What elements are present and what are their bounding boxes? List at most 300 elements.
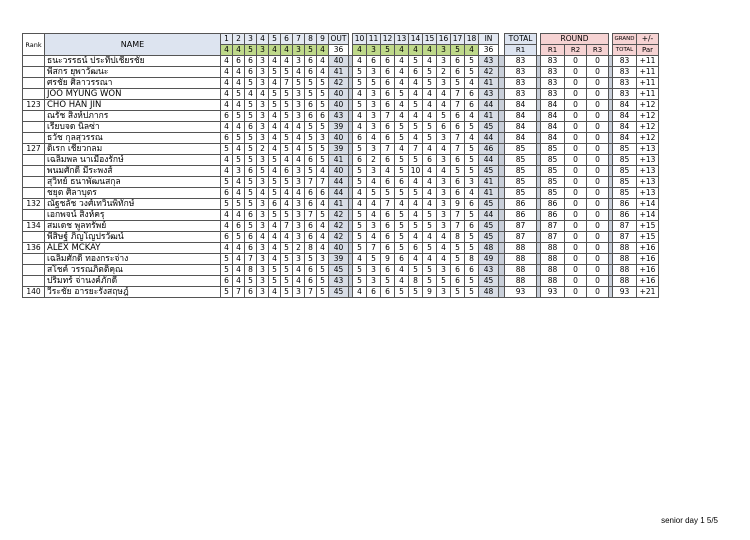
hole-score: 4 (269, 56, 281, 67)
hole-score: 5 (395, 122, 409, 133)
hole-score: 6 (269, 199, 281, 210)
hole-header: 8 (305, 34, 317, 45)
rank-cell: 132 (23, 199, 45, 210)
to-par: +13 (637, 155, 659, 166)
to-par: +14 (637, 199, 659, 210)
hole-score: 5 (269, 210, 281, 221)
hole-score: 5 (395, 287, 409, 298)
out-total: 40 (329, 56, 349, 67)
leaderboard-table (22, 33, 659, 298)
hole-score: 4 (221, 166, 233, 177)
hole-score: 5 (409, 155, 423, 166)
out-total: 40 (329, 133, 349, 144)
table-row (23, 276, 659, 287)
hole-header: 12 (381, 34, 395, 45)
hole-score: 4 (269, 232, 281, 243)
par-out-total: 36 (329, 45, 349, 56)
to-par: +12 (637, 122, 659, 133)
player-name: สมเดช พูลทรัพย์ (45, 221, 221, 232)
hole-score: 6 (381, 155, 395, 166)
hole-score: 6 (281, 166, 293, 177)
table-row (23, 133, 659, 144)
rank-cell: 140 (23, 287, 45, 298)
hole-score: 4 (293, 133, 305, 144)
hole-score: 5 (245, 199, 257, 210)
hole-score: 3 (437, 133, 451, 144)
hole-score: 3 (257, 254, 269, 265)
hole-score: 6 (305, 221, 317, 232)
hole-score: 5 (233, 199, 245, 210)
player-name: พีสิษฐ์ ภิญโญปรวัฒน์ (45, 232, 221, 243)
out-total: 40 (329, 100, 349, 111)
hole-score: 4 (353, 188, 367, 199)
hole-score: 6 (381, 56, 395, 67)
hole-score: 8 (451, 232, 465, 243)
hole-score: 5 (245, 144, 257, 155)
hole-score: 3 (367, 166, 381, 177)
hole-score: 4 (395, 199, 409, 210)
hole-score: 5 (353, 276, 367, 287)
hole-score: 5 (317, 89, 329, 100)
hole-score: 6 (353, 155, 367, 166)
hole-score: 5 (305, 78, 317, 89)
table-row (23, 89, 659, 100)
hole-score: 4 (233, 188, 245, 199)
player-name: พนมศักดิ์ มีระพงส์ (45, 166, 221, 177)
hole-header: 16 (437, 34, 451, 45)
hole-score: 5 (367, 78, 381, 89)
hole-score: 3 (367, 221, 381, 232)
hole-score: 4 (221, 122, 233, 133)
table-row (23, 210, 659, 221)
table-row (23, 100, 659, 111)
hole-score: 6 (465, 89, 479, 100)
grand-total: 88 (613, 276, 637, 287)
rank-cell: 123 (23, 100, 45, 111)
player-name: สุวิทย์ ธนาพัฒนสกุล (45, 177, 221, 188)
hole-score: 5 (381, 188, 395, 199)
hole-score: 4 (233, 144, 245, 155)
hole-score: 7 (367, 243, 381, 254)
hole-score: 3 (257, 265, 269, 276)
hole-score: 5 (353, 243, 367, 254)
hole-score: 6 (451, 111, 465, 122)
in-total: 44 (479, 133, 499, 144)
round-score: 0 (587, 67, 609, 78)
hole-score: 6 (245, 56, 257, 67)
hole-score: 5 (233, 155, 245, 166)
round-score: 0 (565, 56, 587, 67)
to-par: +13 (637, 177, 659, 188)
hole-score: 5 (465, 166, 479, 177)
hole-score: 5 (395, 210, 409, 221)
hole-score: 4 (409, 78, 423, 89)
in-total: 41 (479, 78, 499, 89)
in-total: 45 (479, 166, 499, 177)
hole-score: 4 (233, 265, 245, 276)
hole-score: 4 (367, 210, 381, 221)
total-score: 84 (505, 133, 537, 144)
rank-cell: 127 (23, 144, 45, 155)
hole-score: 5 (409, 287, 423, 298)
round-score: 86 (541, 210, 565, 221)
hole-score: 5 (269, 188, 281, 199)
round-score: 0 (587, 100, 609, 111)
total-score: 88 (505, 265, 537, 276)
hole-score: 5 (281, 210, 293, 221)
round-score: 0 (565, 232, 587, 243)
out-total: 43 (329, 111, 349, 122)
hole-header: 4 (257, 34, 269, 45)
total-score: 83 (505, 78, 537, 89)
hole-score: 5 (367, 188, 381, 199)
hole-score: 4 (317, 166, 329, 177)
out-total: 39 (329, 254, 349, 265)
par-value: 4 (395, 45, 409, 56)
rank-cell (23, 265, 45, 276)
grand-total: 86 (613, 199, 637, 210)
round-score: 0 (565, 287, 587, 298)
hole-score: 3 (437, 221, 451, 232)
hole-score: 4 (395, 100, 409, 111)
hole-score: 4 (221, 67, 233, 78)
hole-score: 5 (317, 122, 329, 133)
round-score: 0 (565, 265, 587, 276)
grand-total: 84 (613, 133, 637, 144)
grand-total: 84 (613, 100, 637, 111)
hole-score: 7 (305, 287, 317, 298)
hole-score: 5 (245, 133, 257, 144)
hole-score: 5 (245, 78, 257, 89)
hole-score: 7 (451, 221, 465, 232)
hole-score: 4 (269, 133, 281, 144)
to-par: +13 (637, 188, 659, 199)
hole-score: 5 (317, 210, 329, 221)
hole-score: 7 (233, 287, 245, 298)
hole-score: 5 (233, 89, 245, 100)
hole-score: 4 (353, 111, 367, 122)
hole-score: 6 (465, 221, 479, 232)
hole-score: 5 (221, 265, 233, 276)
hole-score: 5 (423, 243, 437, 254)
hole-score: 3 (317, 133, 329, 144)
to-par: +16 (637, 254, 659, 265)
hole-score: 6 (245, 232, 257, 243)
hole-score: 4 (423, 254, 437, 265)
hole-score: 4 (395, 56, 409, 67)
grand-total: 88 (613, 265, 637, 276)
par-value: 4 (409, 45, 423, 56)
hole-score: 8 (465, 254, 479, 265)
hole-score: 4 (293, 155, 305, 166)
rank-cell: 136 (23, 243, 45, 254)
hole-score: 4 (317, 56, 329, 67)
round-score: 84 (541, 122, 565, 133)
hole-score: 4 (317, 221, 329, 232)
hole-score: 5 (465, 210, 479, 221)
total-score: 83 (505, 89, 537, 100)
hole-score: 3 (437, 210, 451, 221)
player-name: เฉลิมศักดิ์ ทองกระจ่าง (45, 254, 221, 265)
hole-score: 4 (269, 111, 281, 122)
hole-score: 4 (293, 122, 305, 133)
out-total: 40 (329, 166, 349, 177)
hole-score: 7 (281, 78, 293, 89)
hole-score: 6 (437, 122, 451, 133)
rank-cell (23, 111, 45, 122)
round-score: 0 (565, 210, 587, 221)
hole-score: 7 (245, 254, 257, 265)
hole-score: 3 (257, 78, 269, 89)
in-total: 45 (479, 221, 499, 232)
in-total: 41 (479, 177, 499, 188)
grand-header: GRAND (613, 34, 637, 45)
hole-score: 8 (409, 276, 423, 287)
hole-header: 2 (233, 34, 245, 45)
hole-score: 9 (381, 254, 395, 265)
in-total: 49 (479, 254, 499, 265)
to-par: +12 (637, 133, 659, 144)
hole-score: 4 (293, 188, 305, 199)
out-total: 42 (329, 221, 349, 232)
hole-score: 6 (317, 111, 329, 122)
hole-score: 4 (221, 155, 233, 166)
hole-score: 5 (423, 122, 437, 133)
hole-score: 6 (305, 199, 317, 210)
hole-score: 5 (317, 155, 329, 166)
hole-score: 4 (245, 89, 257, 100)
hole-score: 5 (317, 100, 329, 111)
hole-score: 4 (281, 56, 293, 67)
rank-cell: 134 (23, 221, 45, 232)
hole-score: 4 (423, 166, 437, 177)
hole-score: 5 (409, 56, 423, 67)
hole-score: 6 (221, 133, 233, 144)
grand-total: 83 (613, 56, 637, 67)
hole-score: 6 (451, 67, 465, 78)
hole-score: 5 (281, 276, 293, 287)
hole-score: 7 (409, 144, 423, 155)
in-total: 44 (479, 155, 499, 166)
hole-header: 3 (245, 34, 257, 45)
in-total: 45 (479, 199, 499, 210)
hole-score: 5 (305, 166, 317, 177)
hole-score: 5 (281, 111, 293, 122)
round-score: 0 (587, 133, 609, 144)
hole-score: 2 (367, 155, 381, 166)
out-total: 39 (329, 144, 349, 155)
grand-total: 85 (613, 177, 637, 188)
round-score: 0 (587, 166, 609, 177)
hole-score: 5 (281, 243, 293, 254)
hole-header: 10 (353, 34, 367, 45)
out-header: OUT (329, 34, 349, 45)
player-name: สโชค์ วรรณภิตติคุณ (45, 265, 221, 276)
hole-score: 4 (409, 177, 423, 188)
hole-score: 3 (367, 122, 381, 133)
hole-score: 6 (245, 122, 257, 133)
out-total: 41 (329, 199, 349, 210)
table-row (23, 243, 659, 254)
hole-score: 9 (451, 199, 465, 210)
total-score: 83 (505, 56, 537, 67)
round-score: 0 (565, 188, 587, 199)
hole-score: 5 (395, 89, 409, 100)
total-score: 85 (505, 166, 537, 177)
player-name: เอกพจน์ สิงห์ครุ (45, 210, 221, 221)
hole-score: 5 (395, 133, 409, 144)
hole-score: 6 (367, 56, 381, 67)
round-score: 0 (587, 177, 609, 188)
round-score: 0 (565, 155, 587, 166)
par-value: 4 (353, 45, 367, 56)
grand-total: 83 (613, 78, 637, 89)
hole-score: 4 (293, 265, 305, 276)
hole-score: 6 (305, 265, 317, 276)
hole-score: 4 (437, 232, 451, 243)
hole-header: 1 (221, 34, 233, 45)
hole-score: 5 (465, 276, 479, 287)
hole-score: 6 (245, 166, 257, 177)
hole-score: 5 (353, 221, 367, 232)
hole-score: 5 (221, 254, 233, 265)
hole-score: 3 (257, 221, 269, 232)
hole-score: 4 (465, 111, 479, 122)
rank-cell (23, 89, 45, 100)
hole-score: 4 (317, 199, 329, 210)
hole-score: 4 (437, 100, 451, 111)
grand-total: 87 (613, 221, 637, 232)
round-score: 87 (541, 232, 565, 243)
hole-score: 5 (451, 254, 465, 265)
hole-score: 5 (465, 144, 479, 155)
hole-score: 6 (381, 133, 395, 144)
hole-score: 4 (233, 177, 245, 188)
grand-total: 83 (613, 89, 637, 100)
hole-score: 5 (245, 276, 257, 287)
hole-score: 6 (233, 221, 245, 232)
hole-score: 4 (423, 89, 437, 100)
out-total: 42 (329, 232, 349, 243)
hole-score: 4 (269, 144, 281, 155)
round-score: 0 (565, 100, 587, 111)
total-score: 93 (505, 287, 537, 298)
hole-score: 4 (437, 254, 451, 265)
grand-total: 83 (613, 67, 637, 78)
in-total: 48 (479, 287, 499, 298)
hole-score: 7 (451, 210, 465, 221)
hole-score: 3 (257, 177, 269, 188)
hole-score: 4 (395, 67, 409, 78)
to-par: +12 (637, 100, 659, 111)
hole-score: 3 (257, 276, 269, 287)
hole-score: 6 (381, 78, 395, 89)
player-name: ธนะวรรธน์ ประทีปเชียรชัย (45, 56, 221, 67)
hole-score: 6 (381, 177, 395, 188)
name-header: NAME (45, 34, 221, 56)
round-score: 0 (587, 111, 609, 122)
round-sub-header: R3 (587, 45, 609, 56)
hole-score: 10 (409, 166, 423, 177)
hole-score: 5 (221, 287, 233, 298)
to-par: +11 (637, 89, 659, 100)
round-score: 84 (541, 100, 565, 111)
player-name: เรียบจด นิลซ่า (45, 122, 221, 133)
hole-score: 6 (381, 232, 395, 243)
hole-score: 5 (305, 144, 317, 155)
hole-score: 7 (381, 111, 395, 122)
hole-score: 7 (451, 144, 465, 155)
hole-score: 3 (465, 177, 479, 188)
round-score: 88 (541, 276, 565, 287)
hole-score: 4 (409, 199, 423, 210)
round-score: 0 (587, 155, 609, 166)
hole-score: 6 (305, 67, 317, 78)
in-total: 41 (479, 111, 499, 122)
par-value: 3 (293, 45, 305, 56)
round-score: 0 (565, 254, 587, 265)
total-score: 84 (505, 111, 537, 122)
round-score: 83 (541, 56, 565, 67)
hole-score: 4 (293, 276, 305, 287)
player-name: ปริมทร์ จ่านงค์ภักดี (45, 276, 221, 287)
grand-total: 88 (613, 254, 637, 265)
par-value: 4 (423, 45, 437, 56)
rank-cell (23, 254, 45, 265)
grand-total: 85 (613, 155, 637, 166)
par-in-total: 36 (479, 45, 499, 56)
round-score: 87 (541, 221, 565, 232)
hole-score: 7 (305, 210, 317, 221)
rank-cell (23, 78, 45, 89)
hole-score: 4 (353, 199, 367, 210)
hole-score: 6 (305, 111, 317, 122)
round-score: 0 (587, 210, 609, 221)
hole-score: 5 (395, 166, 409, 177)
hole-score: 6 (465, 199, 479, 210)
hole-score: 6 (381, 287, 395, 298)
hole-header: 13 (395, 34, 409, 45)
hole-score: 3 (257, 133, 269, 144)
hole-score: 7 (381, 144, 395, 155)
hole-score: 5 (269, 276, 281, 287)
hole-score: 4 (423, 199, 437, 210)
in-total: 44 (479, 100, 499, 111)
hole-score: 4 (395, 265, 409, 276)
player-name: วีระชัย อารยะรังสฤษฎ์ (45, 287, 221, 298)
hole-score: 2 (257, 144, 269, 155)
hole-score: 4 (221, 210, 233, 221)
hole-score: 3 (437, 287, 451, 298)
grand-total: 86 (613, 210, 637, 221)
hole-score: 4 (367, 199, 381, 210)
leaderboard-body (23, 56, 659, 298)
hole-score: 3 (257, 243, 269, 254)
hole-header: 15 (423, 34, 437, 45)
par-value: 5 (381, 45, 395, 56)
hole-score: 5 (465, 56, 479, 67)
to-par: +11 (637, 67, 659, 78)
par-value: 5 (451, 45, 465, 56)
hole-score: 6 (381, 100, 395, 111)
hole-score: 5 (281, 265, 293, 276)
grand-sub-header: TOTAL (613, 45, 637, 56)
hole-score: 4 (437, 166, 451, 177)
total-score: 87 (505, 232, 537, 243)
out-total: 43 (329, 276, 349, 287)
hole-score: 6 (381, 122, 395, 133)
hole-score: 4 (465, 133, 479, 144)
